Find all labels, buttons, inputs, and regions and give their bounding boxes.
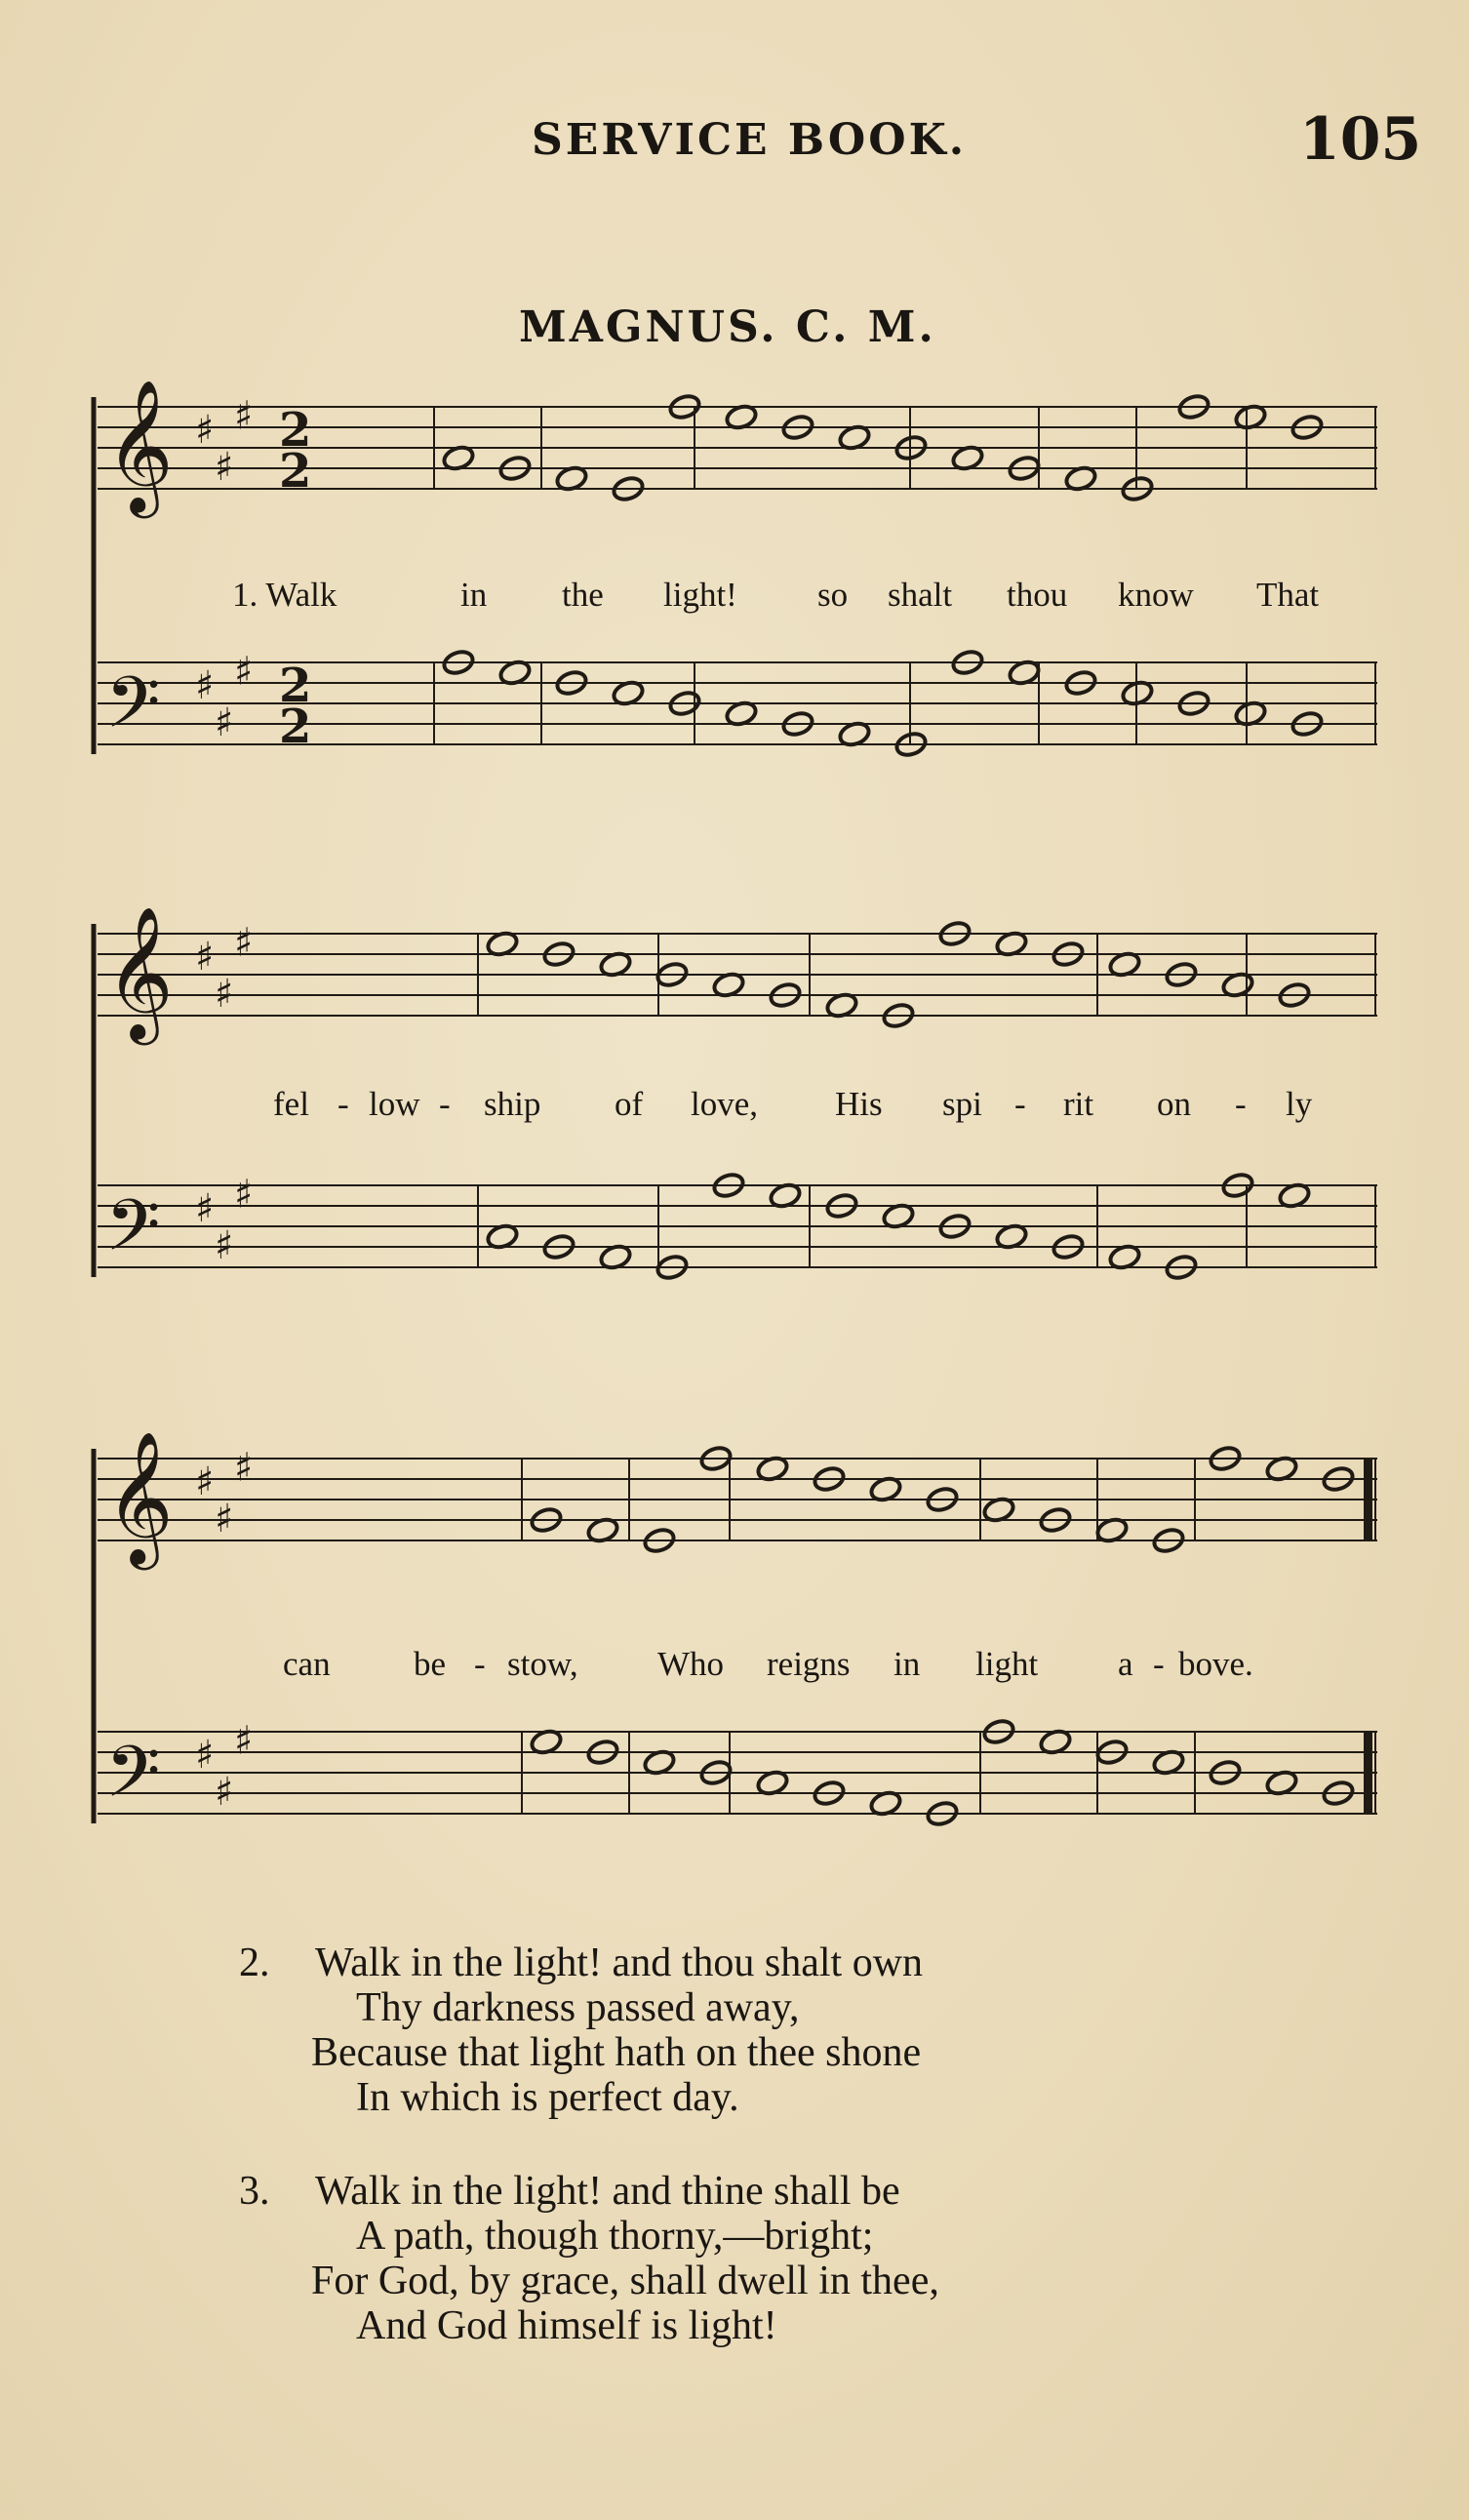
lyric-hyphen: - xyxy=(337,1085,349,1123)
lyric-syllable: the xyxy=(562,576,604,614)
verse-number: 3. xyxy=(239,2169,270,2214)
lyric-syllable: 1. Walk xyxy=(232,576,337,614)
sharp-sign: ♯ xyxy=(195,1733,215,1779)
treble-clef: 𝄞 xyxy=(105,1429,174,1564)
verse-line: Walk in the light! and thine shall be xyxy=(315,2169,900,2214)
lyric-syllable: low xyxy=(369,1085,420,1123)
sharp-sign: ♯ xyxy=(195,408,215,454)
lyric-syllable: be xyxy=(414,1645,447,1683)
lyric-syllable: of xyxy=(615,1085,644,1123)
final-barline xyxy=(1364,1459,1372,1540)
lyric-syllable: Who xyxy=(657,1645,725,1683)
lyric-syllable: light! xyxy=(663,576,737,614)
time-signature-denominator: 2 xyxy=(279,700,312,754)
sharp-sign: ♯ xyxy=(195,1460,215,1505)
time-signature-denominator: 2 xyxy=(279,444,312,499)
lyric-syllable: ship xyxy=(484,1085,541,1123)
lyric-syllable: light xyxy=(975,1645,1039,1683)
lyric-syllable: know xyxy=(1118,576,1194,614)
sharp-sign: ♯ xyxy=(215,700,234,745)
sharp-sign: ♯ xyxy=(195,1186,215,1232)
verse-line: Because that light hath on thee shone xyxy=(311,2030,922,2075)
lyric-syllable: thou xyxy=(1007,576,1068,614)
lyric-syllable: in xyxy=(460,576,488,614)
verse-line: A path, though thorny,—bright; xyxy=(356,2214,874,2259)
lyric-syllable: in xyxy=(893,1645,921,1683)
lyric-syllable: on xyxy=(1157,1085,1191,1123)
lyric-hyphen: - xyxy=(1235,1085,1247,1123)
lyric-syllable: rit xyxy=(1063,1085,1094,1123)
sharp-sign: ♯ xyxy=(215,445,234,490)
lyric-hyphen: - xyxy=(1014,1085,1026,1123)
lyric-syllable: spi xyxy=(942,1085,982,1123)
lyric-syllable: That xyxy=(1256,576,1320,614)
treble-clef: 𝄞 xyxy=(105,378,174,512)
verse-line: And God himself is light! xyxy=(356,2303,777,2348)
sharp-sign: ♯ xyxy=(234,393,254,439)
verse-3 xyxy=(239,2168,1214,2373)
sharp-sign: ♯ xyxy=(234,649,254,695)
bass-clef: 𝄢 xyxy=(105,1730,161,1830)
verse-2 xyxy=(239,1940,1214,2144)
verse-line: For God, by grace, shall dwell in thee, xyxy=(311,2259,939,2303)
lyric-syllable: His xyxy=(835,1085,883,1123)
time-signature-numerator: 2 xyxy=(279,659,312,713)
treble-clef: 𝄞 xyxy=(105,904,174,1039)
page-number: 105 xyxy=(1299,105,1422,174)
bass-clef: 𝄢 xyxy=(105,1183,161,1284)
lyric-syllable: bove. xyxy=(1178,1645,1253,1683)
final-barline xyxy=(1364,1732,1372,1814)
running-head: SERVICE BOOK. xyxy=(532,115,968,165)
lyric-syllable: ly xyxy=(1286,1085,1313,1123)
sharp-sign: ♯ xyxy=(195,663,215,709)
sharp-sign: ♯ xyxy=(234,1172,254,1218)
lyric-hyphen: - xyxy=(1153,1645,1165,1683)
sharp-sign: ♯ xyxy=(195,935,215,980)
lyric-syllable: so xyxy=(817,576,849,614)
sharp-sign: ♯ xyxy=(215,1497,234,1541)
time-signature-numerator: 2 xyxy=(279,403,312,458)
lyric-syllable: fel xyxy=(273,1085,309,1123)
verse-number: 2. xyxy=(239,1940,270,1985)
sharp-sign: ♯ xyxy=(234,1718,254,1764)
lyric-syllable: a xyxy=(1118,1645,1133,1683)
sharp-sign: ♯ xyxy=(215,1223,234,1268)
lyric-syllable: reigns xyxy=(767,1645,851,1683)
sharp-sign: ♯ xyxy=(234,1445,254,1491)
verse-line: In which is perfect day. xyxy=(356,2075,739,2120)
sharp-sign: ♯ xyxy=(215,972,234,1017)
sharp-sign: ♯ xyxy=(215,1770,234,1815)
lyric-syllable: stow, xyxy=(507,1645,578,1683)
lyric-syllable: can xyxy=(283,1645,331,1683)
bass-clef: 𝄢 xyxy=(105,660,161,761)
verse-line: Walk in the light! and thou shalt own xyxy=(315,1940,924,1985)
lyric-syllable: love, xyxy=(691,1085,759,1123)
lyric-syllable: shalt xyxy=(888,576,953,614)
sharp-sign: ♯ xyxy=(234,920,254,966)
verse-line: Thy darkness passed away, xyxy=(356,1985,800,2030)
lyric-hyphen: - xyxy=(439,1085,451,1123)
tune-title: MAGNUS. C. M. xyxy=(519,302,936,352)
lyric-hyphen: - xyxy=(474,1645,486,1683)
